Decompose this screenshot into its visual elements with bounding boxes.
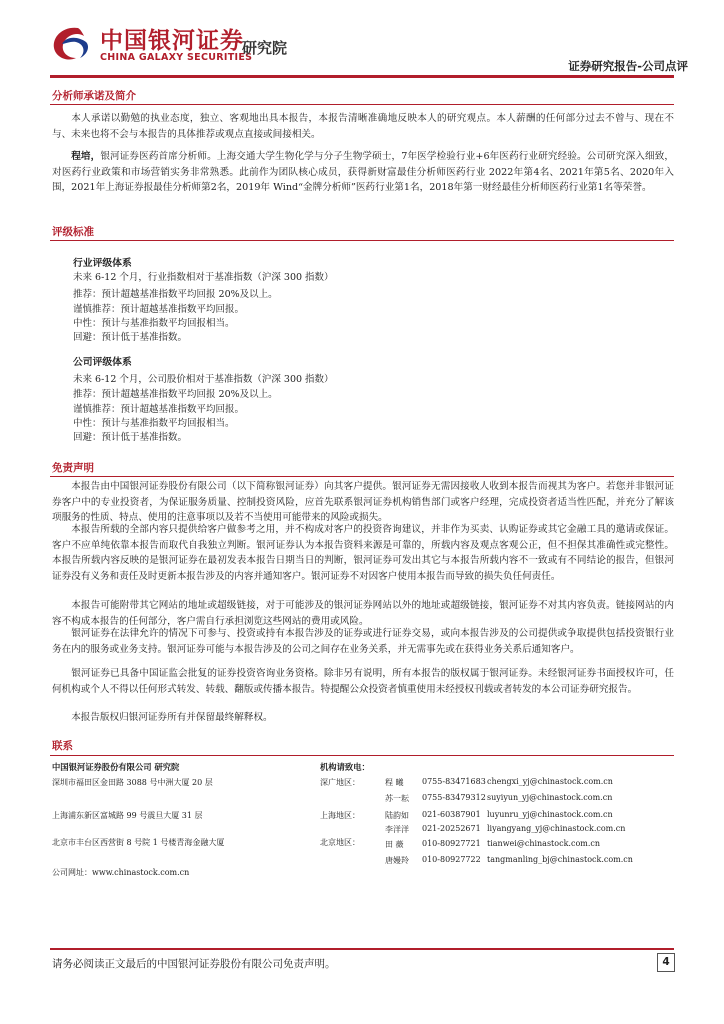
industry-rating-line: 谨慎推荐：预计超越基准指数平均回报。 <box>73 304 245 315</box>
logo-text-cn: 中国银河证券 <box>100 28 244 54</box>
company-rating-line: 中性：预计与基准指数平均回报相当。 <box>73 418 235 429</box>
company-rating-title: 公司评级体系 <box>73 357 132 368</box>
section-title-contact: 联系 <box>52 740 73 752</box>
galaxy-logo-icon <box>48 24 92 64</box>
section-title-disclaimer: 免责声明 <box>52 462 94 474</box>
section-divider <box>50 240 674 241</box>
contact-address: 北京市丰台区西营街 8 号院 1 号楼青海金融大厦 <box>52 838 225 847</box>
contact-phone: 021-60387901 <box>422 810 481 819</box>
contact-email[interactable]: tianwei@chinastock.com.cn <box>487 839 601 848</box>
company-rating-line: 推荐：预计超越基准指数平均回报 20%及以上。 <box>73 389 278 400</box>
company-rating-line: 谨慎推荐：预计超越基准指数平均回报。 <box>73 404 245 415</box>
disclaimer-paragraph: 本报告版权归银河证券所有并保留最终解释权。 <box>71 712 273 723</box>
contact-phone: 0755-83479312 <box>422 793 486 802</box>
analyst-commitment: 本人承诺以勤勉的执业态度，独立、客观地出具本报告，本报告清晰准确地反映本人的研究观点。本人薪酬的任何部分过去不曾与、现在不与、未来也将不会与本报告的具体推荐或观点直接或间接相关。 <box>52 113 674 140</box>
industry-rating-line: 推荐：预计超越基准指数平均回报 20%及以上。 <box>73 289 278 300</box>
footer-disclaimer-note: 请务必阅读正文最后的中国银河证券股份有限公司免责声明。 <box>52 958 336 970</box>
disclaimer-paragraph: 本报告所载的全部内容只提供给客户做参考之用，并不构成对客户的投资咨询建议，并非作为买卖、认购证券或其它金融工具的邀请或保证。客户不应单纯依靠本报告而取代自我独立判断。银河证券认为本报告资料来源是可靠的，所载内容及观点客观公正，但不担保其准确性或完整性。本报告所载内容反映的是银河证券在最初发表本报告日期当日的判断，银河证券可发出其它与本报告所载内容不一致或有不同结论的报告，但银河证券没有义务和责任及时更新本报告涉及的内容并通知客户。银河证券不对因客户使用本报告而导致的损失负任何责任。 <box>52 524 674 582</box>
section-divider <box>50 476 674 477</box>
section-title-analyst: 分析师承诺及简介 <box>52 90 136 102</box>
section-title-rating: 评级标准 <box>52 226 94 238</box>
contact-name: 程 曦 <box>385 778 404 787</box>
contact-address: 深圳市福田区金田路 3088 号中洲大厦 20 层 <box>52 778 213 787</box>
contact-phone: 010-80927722 <box>422 855 481 864</box>
contact-name: 田 薇 <box>385 840 404 849</box>
institute-label: 研究院 <box>242 39 288 57</box>
contact-email[interactable]: chengxi_yj@chinastock.com.cn <box>487 777 613 786</box>
disclaimer-paragraph: 银河证券在法律允许的情况下可参与、投资或持有本报告涉及的证券或进行证券交易，或向本报告涉及的公司提供或争取提供包括投资银行业务在内的服务或业务支持。银河证券可能与本报告涉及的公司之间存在业务关系，并无需事先或在获得业务关系后通知客户。 <box>52 628 674 655</box>
contact-address: 上海浦东新区富城路 99 号震旦大厦 31 层 <box>52 811 203 820</box>
disclaimer-paragraph: 本报告由中国银河证券股份有限公司（以下简称银河证券）向其客户提供。银河证券无需因接收人收到本报告而视其为客户。若您并非银河证券客户中的专业投资者，为保证服务质量、控制投资风险，应首先联系银河证券机构销售部门或客户经理，完成投资者适当性匹配，并充分了解该项服务的性质、特点、使用的注意事项以及若不当使用可能带来的风险或损失。 <box>52 481 674 524</box>
page-number: 4 <box>657 953 675 972</box>
contact-name: 唐嫚羚 <box>385 856 409 865</box>
contact-phone: 010-80927721 <box>422 839 481 848</box>
contact-company: 中国银河证券股份有限公司 研究院 <box>52 762 180 772</box>
analyst-bio-text: 银河证券医药首席分析师。上海交通大学生物化学与分子生物学硕士，7年医学检验行业+6年医药行业研究经验。公司研究深入细致，对医药行业政策和市场营销实务非常熟悉。此前作为团队核心成员，获得新财富最佳分析师医药行业 2022年第4名、2021年第5名、2020年入围，2021年上海证券报最佳分析师第2名，2019年 Wind“金牌分析师”医药行业第1名，2018年第一财经最佳分析师医药行业第1名等荣誉。 <box>52 151 674 194</box>
region-label: 北京地区： <box>320 838 360 847</box>
industry-rating-title: 行业评级体系 <box>73 258 132 269</box>
disclaimer-paragraph: 银河证券已具备中国证监会批复的证券投资咨询业务资格。除非另有说明，所有本报告的版权属于银河证券。未经银河证券书面授权许可，任何机构或个人不得以任何形式转发、转载、翻版或传播本报告。特提醒公众投资者慎重使用未经授权刊载或者转发的本公司证券研究报告。 <box>52 668 674 695</box>
industry-rating-line: 回避：预计低于基准指数。 <box>73 332 188 343</box>
industry-rating-line: 未来 6-12 个月，行业指数相对于基准指数（沪深 300 指数） <box>73 272 334 283</box>
header-divider <box>50 75 674 78</box>
region-label: 深广地区： <box>320 778 360 787</box>
company-rating-line: 回避：预计低于基准指数。 <box>73 432 188 443</box>
contact-email[interactable]: luyunru_yj@chinastock.com.cn <box>487 810 613 819</box>
contact-phone: 021-20252671 <box>422 824 481 833</box>
contact-phone: 0755-83471683 <box>422 777 486 786</box>
section-divider <box>50 104 674 105</box>
institution-contact-title: 机构请致电： <box>320 762 370 772</box>
analyst-name: 程培， <box>71 151 101 162</box>
company-rating-line: 未来 6-12 个月，公司股价相对于基准指数（沪深 300 指数） <box>73 374 334 385</box>
contact-email[interactable]: liyangyang_yj@chinastock.com.cn <box>487 824 626 833</box>
contact-name: 陆韵如 <box>385 811 409 820</box>
footer-divider <box>50 948 674 950</box>
logo-text-en: CHINA GALAXY SECURITIES <box>100 52 253 63</box>
disclaimer-paragraph: 本报告可能附带其它网站的地址或超级链接，对于可能涉及的银河证券网站以外的地址或超级链接，银河证券不对其内容负责。链接网站的内容不构成本报告的任何部分，客户需自行承担浏览这些网站的费用或风险。 <box>52 600 674 627</box>
contact-name: 李洋洋 <box>385 825 409 834</box>
region-label: 上海地区： <box>320 811 360 820</box>
industry-rating-line: 中性：预计与基准指数平均回报相当。 <box>73 318 235 329</box>
analyst-bio <box>52 149 674 196</box>
doc-type-label: 证券研究报告-公司点评 <box>568 59 688 73</box>
contact-name: 苏一耘 <box>385 794 409 803</box>
section-divider <box>50 755 674 756</box>
contact-email[interactable]: suyiyun_yj@chinastock.com.cn <box>487 793 613 802</box>
company-website: 公司网址：www.chinastock.com.cn <box>52 868 190 877</box>
contact-email[interactable]: tangmanling_bj@chinastock.com.cn <box>487 855 633 864</box>
